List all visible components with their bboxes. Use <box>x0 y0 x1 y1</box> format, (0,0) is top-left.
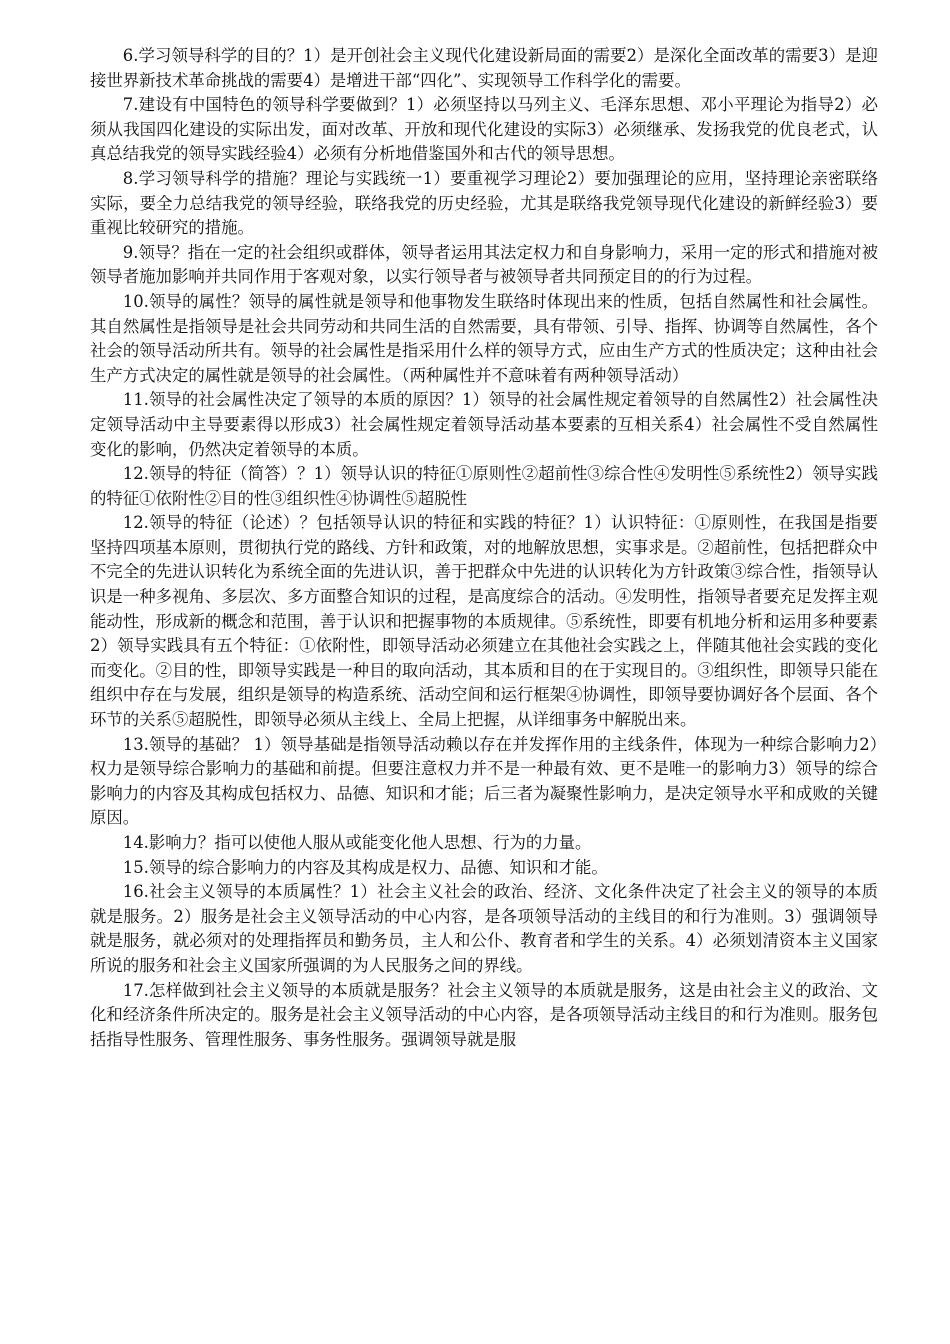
paragraph-q8: 8.学习领导科学的措施？理论与实践统一1）要重视学习理论2）要加强理论的应用，坚持理论亲密联络实际，要全力总结我党的领导经验，联络我党的历史经验，尤其是联络我党领导现代化建设的新鲜经验3）要重视比较研究的措施。 <box>90 168 878 238</box>
paragraph-q17: 17.怎样做到社会主义领导的本质就是服务？社会主义领导的本质就是服务，这是由社会主义的政治、文化和经济条件所决定的。服务是社会主义领导活动的中心内容，是各项领导活动主线目的和行为准则。服务包括指导性服务、管理性服务、事务性服务。强调领导就是服 <box>90 980 878 1049</box>
paragraph-q6: 6.学习领导科学的目的？1）是开创社会主义现代化建设新局面的需要2）是深化全面改革的需要3）是迎接世界新技术革命挑战的需要4）是增进干部“四化”、实现领导工作科学化的需要。 <box>90 46 878 90</box>
paragraph-q10: 10.领导的属性？领导的属性就是领导和他事物发生联络时体现出来的性质，包括自然属性和社会属性。其自然属性是指领导是社会共同劳动和共同生活的自然需要，具有带领、引导、指挥、协调等自然属性，各个社会的领导活动所共有。领导的社会属性是指采用什么样的领导方式，应由生产方式的性质决定；这种由社会生产方式决定的属性就是领导的社会属性。（两种属性并不意味着有两种领导活动） <box>90 291 878 385</box>
paragraph-q16: 16.社会主义领导的本质属性？1）社会主义社会的政治、经济、文化条件决定了社会主义的领导的本质就是服务。2）服务是社会主义领导活动的中心内容，是各项领导活动的主线目的和行为准则。3）强调领导就是服务，就必须对的处理指挥员和勤务员，主人和公仆、教育者和学生的关系。4）必须划清资本主义国家所说的服务和社会主义国家所强调的为人民服务之间的界线。 <box>90 882 878 975</box>
paragraph-q12-essay: 12.领导的特征（论述）？包括领导认识的特征和实践的特征？1）认识特征：①原则性，在我国是指要坚持四项基本原则，贯彻执行党的路线、方针和政策，对的地解放思想，实事求是。②超前性，包括把群众中不完全的先进认识转化为系统全面的先进认识，善于把群众中先进的认识转化为方针政策③综合性，指领导认识是一种多视角、多层次、多方面整合知识的过程，是高度综合的活动。④发明性，指领导者要充足发挥主观能动性，形成新的概念和范围，善于认识和把握事物的本质规律。⑤系统性，即要有机地分析和运用多种要素2）领导实践具有五个特征：①依附性，即领导活动必须建立在其他社会实践之上，伴随其他社会实践的变化而变化。②目的性，即领导实践是一种目的取向活动，其本质和目的在于实现目的。③组织性，即领导只能在组织中存在与发展，组织是领导的构造系统、活动空间和运行框架④协调性，即领导要协调好各个层面、各个环节的关系⑤超脱性，即领导必须从主线上、全局上把握，从详细事务中解脱出来。 <box>90 513 878 730</box>
paragraph-q14: 14.影响力？指可以使他人服从或能变化他人思想、行为的力量。 <box>122 833 592 852</box>
paragraph-q7: 7.建设有中国特色的领导科学要做到？1）必须坚持以马列主义、毛泽东思想、邓小平理论为指导2）必须从我国四化建设的实际出发，面对改革、开放和现代化建设的实际3）必须继承、发扬我党的优良老式，认真总结我党的领导实践经验4）必须有分析地借鉴国外和古代的领导思想。 <box>90 95 878 164</box>
paragraph-q13: 13.领导的基础？ 1）领导基础是指领导活动赖以存在并发挥作用的主线条件，体现为一种综合影响力2）权力是领导综合影响力的基础和前提。但要注意权力并不是一种最有效、更不是唯一的影响力3）领导的综合影响力的内容及其构成包括权力、品德、知识和才能；后三者为凝聚性影响力，是决定领导水平和成败的关键原因。 <box>90 734 878 828</box>
paragraph-q15: 15.领导的综合影响力的内容及其构成是权力、品德、知识和才能。 <box>122 857 608 877</box>
paragraph-q11: 11.领导的社会属性决定了领导的本质的原因？1）领导的社会属性规定着领导的自然属性2）社会属性决定领导活动中主导要素得以形成3）社会属性规定着领导活动基本要素的互相关系4）社会属性不受自然属性变化的影响，仍然决定着领导的本质。 <box>90 390 878 459</box>
paragraph-q12-short: 12.领导的特征（简答）？1）领导认识的特征①原则性②超前性③综合性④发明性⑤系统性2）领导实践的特征①依附性②目的性③组织性④协调性⑤超脱性 <box>90 464 878 508</box>
paragraph-q9: 9.领导？指在一定的社会组织或群体，领导者运用其法定权力和自身影响力，采用一定的形式和措施对被领导者施加影响并共同作用于客观对象，以实行领导者与被领导者共同预定目的的行为过程。 <box>90 242 878 287</box>
